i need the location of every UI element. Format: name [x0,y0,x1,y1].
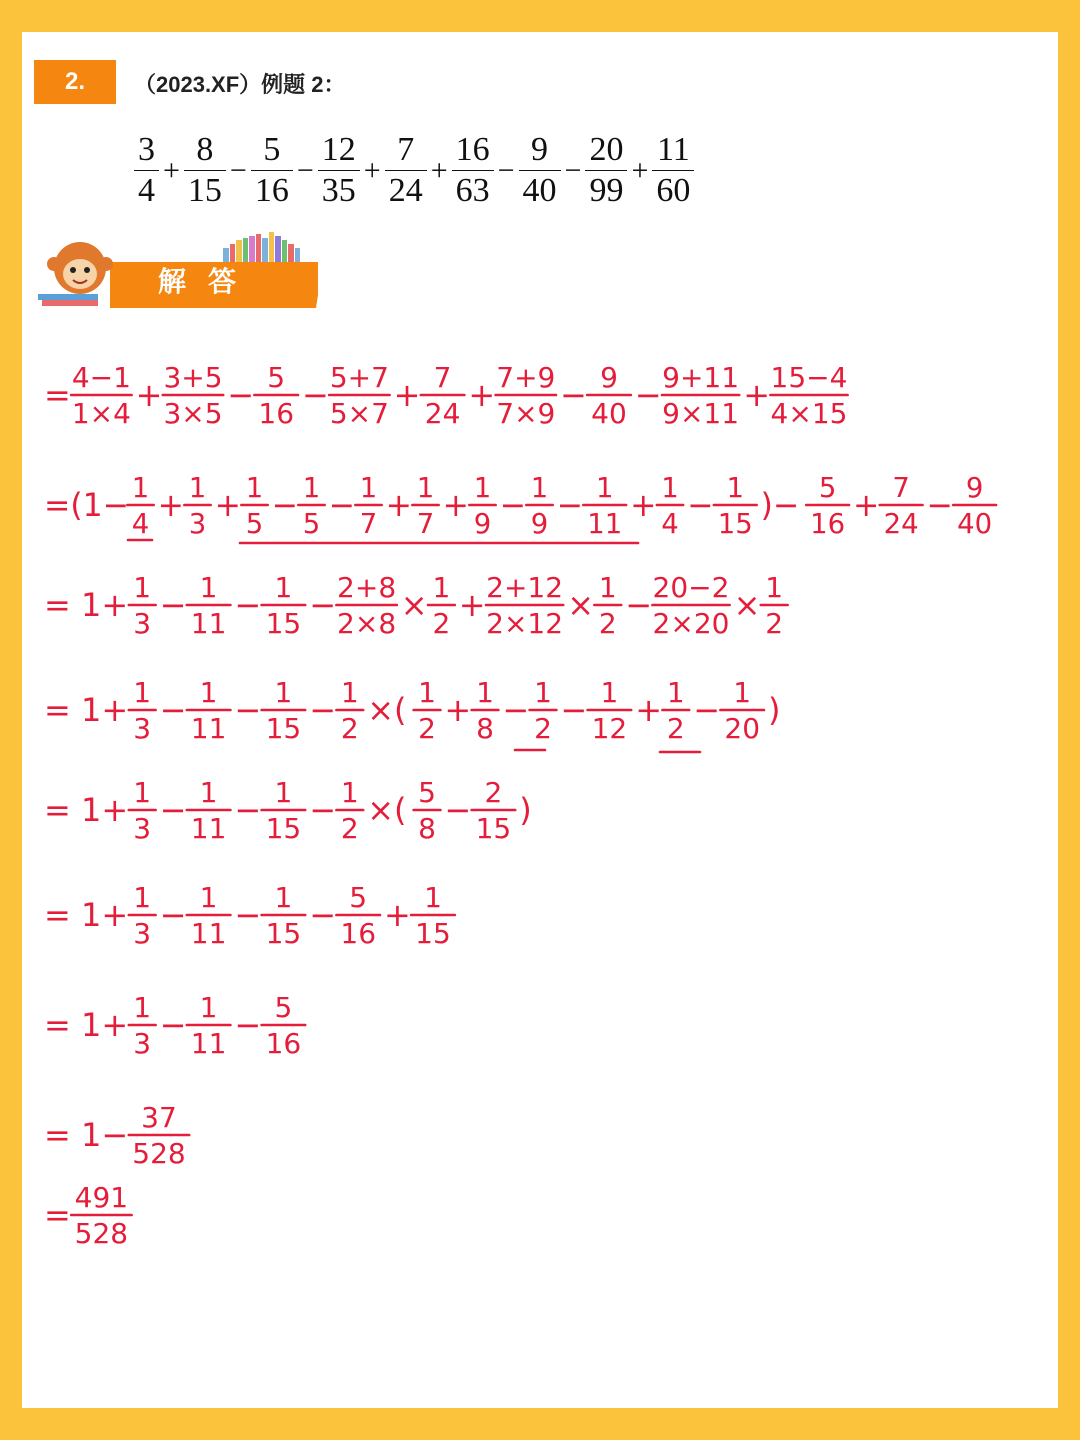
step-numerator: 1 [598,571,617,604]
step-denominator: 15 [475,812,512,845]
step-operator: × [733,586,761,624]
step-operator: + [214,487,241,525]
denominator: 24 [385,170,427,211]
step-denominator: 24 [883,506,919,541]
step-operator: − [328,487,355,525]
step-operator: − [234,791,262,829]
step-denominator: 5 [302,506,321,541]
step-numerator: 1 [340,676,359,709]
step-operator: − [234,1006,262,1044]
step-operator: − [560,376,587,414]
step-numerator: 1 [199,776,218,809]
step-operator: − [499,487,526,525]
step-denominator: 11 [190,1027,227,1060]
numerator: 7 [397,131,415,168]
solution-step-8 [44,1101,189,1170]
step-denominator: 15 [265,917,302,950]
step-numerator: 5 [274,991,293,1024]
step-operator: + [458,586,486,624]
step-numerator: 1 [359,470,378,505]
step-operator: ) [768,691,781,729]
step-operator: − [159,691,187,729]
step-numerator: 1 [133,776,152,809]
operator: + [163,153,180,187]
step-denominator: 16 [340,917,377,950]
step-operator: ×( [367,691,407,729]
numerator: 5 [263,131,281,168]
step-numerator: 1 [595,470,614,505]
step-denominator: 9×11 [662,397,740,430]
step-operator: = [44,376,71,414]
step-operator: + [385,487,412,525]
operator: − [296,153,314,187]
solution-step-7 [44,991,305,1060]
step-denominator: 15 [265,812,302,845]
step-denominator: 4 [661,506,679,541]
step-denominator: 528 [132,1137,186,1170]
numerator: 16 [455,131,490,168]
step-operator: − [234,691,262,729]
step-denominator: 8 [418,812,436,845]
step-denominator: 3 [133,607,152,640]
step-denominator: 3 [133,712,152,745]
step-operator: − [309,896,337,934]
step-numerator: 1 [733,676,752,709]
solution-step-5 [44,776,532,845]
step-numerator: 9+11 [662,361,740,394]
step-numerator: 15−4 [770,361,848,394]
step-operator: − [687,487,714,525]
step-denominator: 11 [587,506,623,541]
step-operator: ×( [367,791,407,829]
numerator: 12 [321,131,356,168]
step-numerator: 2+8 [337,571,397,604]
step-operator: − [159,791,187,829]
denominator: 16 [251,170,293,211]
step-denominator: 40 [957,506,993,541]
step-operator: − [926,487,953,525]
step-numerator: 1 [274,881,293,914]
step-numerator: 2 [484,776,503,809]
denominator: 60 [652,170,694,211]
step-numerator: 5 [349,881,368,914]
step-denominator: 3 [133,917,152,950]
step-operator: − [556,487,583,525]
step-operator: + [630,487,657,525]
step-numerator: 20−2 [652,571,730,604]
solution-step-6 [44,881,455,950]
step-operator: − [444,791,472,829]
step-numerator: 1 [133,676,152,709]
step-operator: + [444,691,472,729]
step-numerator: 1 [416,470,435,505]
numerator: 9 [531,131,549,168]
step-operator: × [567,586,595,624]
step-denominator: 2 [598,607,617,640]
step-operator: + [743,376,771,414]
question-number-badge: 2. [34,60,116,104]
step-numerator: 7+9 [496,361,556,394]
step-numerator: 5+7 [329,361,389,394]
denominator: 15 [184,170,226,211]
step-numerator: 1 [666,676,685,709]
step-numerator: 1 [274,571,293,604]
step-operator: − [271,487,298,525]
step-numerator: 1 [131,470,150,505]
step-operator: + [468,376,496,414]
step-denominator: 1×4 [71,397,131,430]
step-denominator: 20 [724,712,761,745]
step-numerator: 1 [199,881,218,914]
step-denominator: 16 [258,397,295,430]
denominator: 40 [519,170,561,211]
step-numerator: 1 [530,470,549,505]
step-denominator: 2 [432,607,451,640]
step-denominator: 8 [476,712,494,745]
step-denominator: 7×9 [496,397,556,430]
step-operator: + [393,376,421,414]
step-operator: − [502,691,530,729]
step-operator: − [234,896,262,934]
step-operator: + [635,691,663,729]
numerator: 8 [196,131,214,168]
step-operator: − [693,691,721,729]
step-operator: = 1+ [44,896,129,934]
step-numerator: 1 [199,676,218,709]
step-numerator: 1 [424,881,442,914]
step-denominator: 2 [340,812,359,845]
step-denominator: 7 [359,506,378,541]
step-operator: = [44,1196,71,1234]
step-operator: = 1− [44,1116,129,1154]
step-operator: − [309,791,337,829]
step-numerator: 1 [765,571,784,604]
step-numerator: 1 [418,676,436,709]
step-operator: − [159,1006,187,1044]
step-denominator: 12 [591,712,628,745]
operator: + [363,153,381,187]
step-denominator: 40 [591,397,627,430]
step-numerator: 37 [141,1101,177,1134]
step-numerator: 1 [340,776,359,809]
step-denominator: 15 [415,917,451,950]
step-denominator: 3×5 [163,397,223,430]
step-denominator: 3 [188,506,207,541]
step-numerator: 1 [133,881,152,914]
step-numerator: 1 [245,470,264,505]
step-denominator: 4×15 [770,397,848,430]
step-denominator: 9 [473,506,492,541]
step-denominator: 2 [666,712,685,745]
step-operator: − [309,586,337,624]
denominator: 99 [585,170,627,211]
step-denominator: 2 [340,712,359,745]
step-numerator: 2+12 [486,571,564,604]
step-numerator: 1 [302,470,321,505]
operator: − [229,153,247,187]
step-denominator: 15 [717,506,753,541]
step-denominator: 11 [190,812,227,845]
numerator: 11 [657,131,690,168]
step-numerator: 4−1 [71,361,131,394]
step-denominator: 2 [418,712,436,745]
denominator: 35 [318,170,360,211]
operator: − [564,153,582,187]
step-numerator: 5 [267,361,286,394]
step-operator: − [309,691,337,729]
solution-step-2 [44,471,996,540]
step-denominator: 2×8 [337,607,397,640]
step-denominator: 11 [190,607,227,640]
step-numerator: 1 [534,676,552,709]
step-numerator: 1 [274,676,293,709]
step-operator: − [234,586,262,624]
step-numerator: 1 [473,470,492,505]
step-numerator: 491 [74,1181,129,1214]
step-operator: + [384,896,411,934]
step-operator: =(1− [44,487,129,525]
step-operator: + [442,487,469,525]
step-operator: = 1+ [44,1006,129,1044]
step-numerator: 1 [188,470,207,505]
step-denominator: 2×20 [652,607,730,640]
step-numerator: 1 [432,571,451,604]
step-operator: − [625,586,653,624]
step-denominator: 24 [424,397,461,430]
step-numerator: 5 [418,776,436,809]
step-denominator: 3 [133,812,152,845]
step-operator: + [852,487,880,525]
step-numerator: 1 [199,991,218,1024]
step-denominator: 16 [265,1027,302,1060]
operator: + [430,153,448,187]
step-operator: − [227,376,255,414]
step-denominator: 5×7 [329,397,389,430]
step-operator: = 1+ [44,691,129,729]
step-denominator: 5 [245,506,264,541]
numerator: 20 [589,131,624,168]
step-denominator: 7 [416,506,435,541]
step-numerator: 5 [818,470,837,505]
operator: + [631,153,649,187]
solution-step-4 [44,676,780,745]
step-denominator: 2 [534,712,552,745]
step-denominator: 4 [131,506,150,541]
step-numerator: 1 [600,676,619,709]
step-operator: + [135,376,163,414]
step-denominator: 528 [74,1217,129,1250]
step-denominator: 2 [765,607,784,640]
step-operator: = 1+ [44,791,129,829]
step-operator: ) [519,791,532,829]
question-title: （2023.XF）例题 2： [134,72,346,97]
step-operator: + [157,487,184,525]
step-numerator: 1 [726,470,745,505]
step-numerator: 1 [133,991,152,1024]
operator: − [497,153,515,187]
step-denominator: 2×12 [486,607,564,640]
step-denominator: 11 [190,712,227,745]
step-denominator: 11 [190,917,227,950]
step-operator: − [634,376,662,414]
solution-step-9 [44,1181,132,1250]
step-numerator: 1 [476,676,494,709]
step-numerator: 9 [965,470,984,505]
step-numerator: 7 [892,470,910,505]
step-denominator: 9 [530,506,549,541]
step-numerator: 7 [433,361,452,394]
step-numerator: 1 [133,571,152,604]
step-denominator: 16 [810,506,846,541]
denominator: 63 [452,170,494,211]
step-operator: − [302,376,329,414]
step-operator: × [400,586,428,624]
denominator: 4 [134,170,159,211]
step-numerator: 1 [199,571,218,604]
solution-label: 解答 [158,266,259,297]
step-operator: − [159,586,187,624]
step-numerator: 1 [661,470,679,505]
solution-step-3 [44,571,788,640]
step-numerator: 9 [600,361,618,394]
step-denominator: 15 [265,712,302,745]
step-denominator: 3 [133,1027,152,1060]
numerator: 3 [138,131,155,168]
step-operator: )− [760,487,800,525]
step-numerator: 1 [274,776,293,809]
step-operator: − [560,691,588,729]
solution-step-1 [44,361,848,430]
step-denominator: 15 [265,607,302,640]
step-numerator: 3+5 [163,361,223,394]
step-operator: = 1+ [44,586,129,624]
step-operator: − [159,896,187,934]
